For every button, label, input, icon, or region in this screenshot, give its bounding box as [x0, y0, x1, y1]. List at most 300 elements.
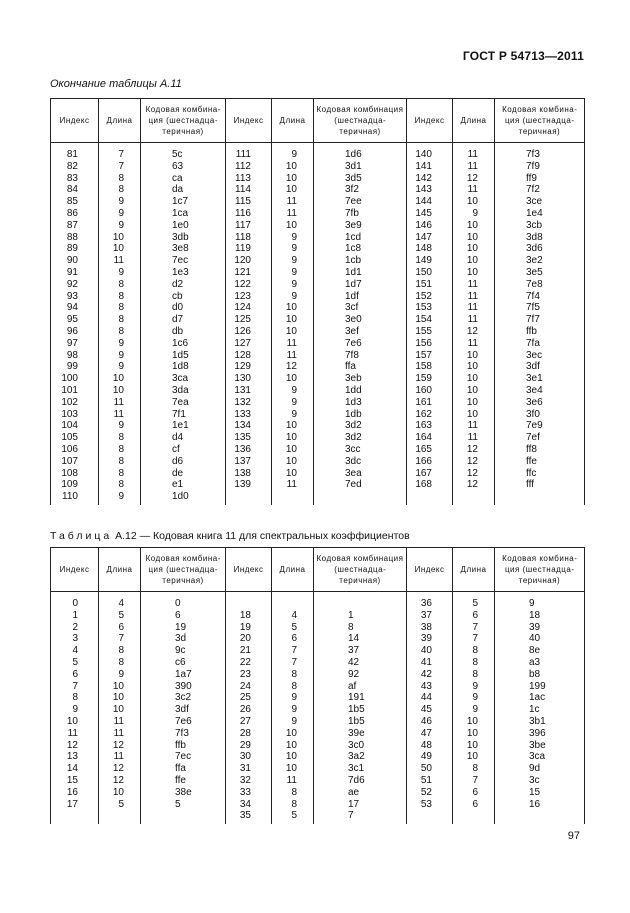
table-cell: 10 — [453, 397, 495, 409]
column-header: Длина — [99, 548, 141, 592]
table-cell: 6 — [141, 610, 226, 622]
table-cell: 390 — [141, 681, 226, 693]
table-cell: 10 — [272, 468, 314, 480]
table-cell: 34 — [226, 799, 272, 811]
table-cell: 10 — [99, 232, 141, 244]
table-cell: 158 — [407, 361, 453, 373]
table-cell: 93 — [51, 291, 99, 303]
table-cell: 4 — [99, 592, 141, 610]
table-cell: 3e4 — [495, 385, 585, 397]
table-cell: 1e1 — [141, 420, 226, 432]
table-cell: 145 — [407, 208, 453, 220]
table-cell: 3ea — [314, 468, 407, 480]
table-row — [51, 302, 585, 314]
table-cell: 23 — [226, 669, 272, 681]
table-cell: 8 — [99, 456, 141, 468]
table-row — [51, 479, 585, 491]
table-cell: 12 — [453, 173, 495, 185]
table-cell: 10 — [272, 751, 314, 763]
table-cell: 11 — [272, 338, 314, 350]
table-cell: cb — [141, 291, 226, 303]
table-cell: 163 — [407, 420, 453, 432]
table-cell — [495, 491, 585, 505]
table-cell: 85 — [51, 196, 99, 208]
table-cell — [314, 592, 407, 610]
table-cell: 13 — [51, 751, 99, 763]
table-cell — [453, 491, 495, 505]
table-cell: 3ce — [495, 196, 585, 208]
table-cell: 1df — [314, 291, 407, 303]
table-cell: 11 — [453, 302, 495, 314]
table-cell: 9 — [99, 350, 141, 362]
table-cell: 50 — [407, 763, 453, 775]
table-cell: 9 — [99, 338, 141, 350]
table-cell: e1 — [141, 479, 226, 491]
table-cell: 8 — [272, 681, 314, 693]
table-row — [51, 326, 585, 338]
table-row — [51, 314, 585, 326]
table-cell: ffb — [495, 326, 585, 338]
table-cell: 10 — [453, 385, 495, 397]
table-cell: 12 — [453, 479, 495, 491]
table-cell: 3e8 — [141, 243, 226, 255]
table-cell: 1d6 — [314, 143, 407, 161]
table-cell: 14 — [51, 763, 99, 775]
table-cell: 3e6 — [495, 397, 585, 409]
table-row — [51, 787, 585, 799]
table-row — [51, 184, 585, 196]
table-cell: 1d0 — [141, 491, 226, 505]
table-cell: 139 — [226, 479, 272, 491]
table-cell: 1b5 — [314, 716, 407, 728]
column-header: Индекс — [226, 99, 272, 143]
table-cell: 8e — [495, 645, 585, 657]
table-cell: 115 — [226, 196, 272, 208]
table-cell: 5 — [272, 622, 314, 634]
table-cell: 5 — [51, 657, 99, 669]
table-cell: 121 — [226, 267, 272, 279]
table-cell: 10 — [99, 704, 141, 716]
table-row — [51, 291, 585, 303]
table-cell: 1d1 — [314, 267, 407, 279]
table-cell: 19 — [226, 622, 272, 634]
table-cell: 95 — [51, 314, 99, 326]
table-cell: 10 — [272, 326, 314, 338]
table-row — [51, 143, 585, 161]
table-cell: ff9 — [495, 173, 585, 185]
table-cell: 126 — [226, 326, 272, 338]
table-cell: 9 — [272, 232, 314, 244]
table-a12-caption — [50, 530, 410, 542]
table-cell: 1e4 — [495, 208, 585, 220]
table-cell: 8 — [272, 787, 314, 799]
page-number: 97 — [567, 830, 580, 842]
table-cell: 94 — [51, 302, 99, 314]
table-cell: 8 — [99, 468, 141, 480]
table-cell: 25 — [226, 692, 272, 704]
table-cell: 8 — [453, 763, 495, 775]
table-row — [51, 397, 585, 409]
table-cell: 14 — [314, 633, 407, 645]
table-cell: 7 — [272, 645, 314, 657]
table-cell: 10 — [51, 716, 99, 728]
table-cell: 125 — [226, 314, 272, 326]
column-header: Индекс — [407, 99, 453, 143]
table-cell: 8 — [99, 326, 141, 338]
table-cell: 11 — [99, 255, 141, 267]
table-cell: 159 — [407, 373, 453, 385]
table-cell: 98 — [51, 350, 99, 362]
table-cell: 135 — [226, 432, 272, 444]
table-cell — [141, 810, 226, 824]
table-cell: 9 — [272, 243, 314, 255]
table-cell: 4 — [272, 610, 314, 622]
table-cell — [226, 592, 272, 610]
table-row — [51, 692, 585, 704]
table-cell: 9c — [141, 645, 226, 657]
table-cell: 3d1 — [314, 161, 407, 173]
table-cell: 7 — [314, 810, 407, 824]
table-cell: 141 — [407, 161, 453, 173]
caption-prefix: Таблица — [50, 530, 113, 542]
table-cell: 113 — [226, 173, 272, 185]
table-cell: 132 — [226, 397, 272, 409]
table-cell — [495, 810, 585, 824]
table-cell: 11 — [453, 279, 495, 291]
table-cell: 10 — [453, 196, 495, 208]
table-cell: 28 — [226, 728, 272, 740]
table-row — [51, 385, 585, 397]
table-cell: 7f5 — [495, 302, 585, 314]
table-cell: 6 — [99, 622, 141, 634]
table-cell: 127 — [226, 338, 272, 350]
table-cell: 108 — [51, 468, 99, 480]
table-header-row — [51, 548, 585, 592]
table-cell: 3df — [141, 704, 226, 716]
table-cell: 10 — [272, 302, 314, 314]
table-cell: 10 — [453, 751, 495, 763]
table-cell: 10 — [272, 432, 314, 444]
table-row — [51, 456, 585, 468]
table-cell: 9 — [272, 704, 314, 716]
table-cell: ffb — [141, 740, 226, 752]
table-cell: 9 — [272, 397, 314, 409]
table-cell: 1e3 — [141, 267, 226, 279]
table-cell: 83 — [51, 173, 99, 185]
table-cell: 9 — [99, 220, 141, 232]
table-cell: c6 — [141, 657, 226, 669]
table-cell: 3df — [495, 361, 585, 373]
table-cell: 6 — [272, 633, 314, 645]
table-cell: 9d — [495, 763, 585, 775]
table-cell: de — [141, 468, 226, 480]
table-row — [51, 196, 585, 208]
table-cell: 47 — [407, 728, 453, 740]
table-cell: 8 — [99, 444, 141, 456]
table-cell: 157 — [407, 350, 453, 362]
table-cell: 7e9 — [495, 420, 585, 432]
table-cell: 29 — [226, 740, 272, 752]
table-cell: 2 — [51, 622, 99, 634]
table-cell: 9 — [272, 692, 314, 704]
table-cell: 3c2 — [141, 692, 226, 704]
table-cell: 10 — [453, 350, 495, 362]
table-cell: 3d8 — [495, 232, 585, 244]
table-cell: 148 — [407, 243, 453, 255]
table-cell: 155 — [407, 326, 453, 338]
table-row — [51, 775, 585, 787]
table-cell: 27 — [226, 716, 272, 728]
table-cell: 140 — [407, 143, 453, 161]
table-cell: 7 — [453, 622, 495, 634]
column-header: Кодовая комбинация (шестнадцатеричная) — [495, 99, 585, 143]
table-row — [51, 350, 585, 362]
table-row — [51, 373, 585, 385]
table-cell: 9 — [272, 143, 314, 161]
table-cell: 7ea — [141, 397, 226, 409]
table-cell: 11 — [99, 716, 141, 728]
table-cell: 10 — [272, 728, 314, 740]
table-cell: 10 — [272, 444, 314, 456]
table-cell: 9 — [272, 385, 314, 397]
table-cell: 119 — [226, 243, 272, 255]
table-cell: 8 — [272, 669, 314, 681]
table-cell: 109 — [51, 479, 99, 491]
table-cell: 5 — [272, 810, 314, 824]
table-cell: 82 — [51, 161, 99, 173]
table-cell: 3da — [141, 385, 226, 397]
table-cell: 12 — [453, 444, 495, 456]
table-cell: 52 — [407, 787, 453, 799]
table-row — [51, 657, 585, 669]
table-cell: 122 — [226, 279, 272, 291]
table-row — [51, 267, 585, 279]
table-cell — [99, 810, 141, 824]
table-cell: 9 — [99, 196, 141, 208]
table-cell: 42 — [314, 657, 407, 669]
table-cell: 3e2 — [495, 255, 585, 267]
table-cell: 11 — [453, 184, 495, 196]
table-cell: 8 — [99, 645, 141, 657]
table-cell: 97 — [51, 338, 99, 350]
table-cell: 7 — [99, 161, 141, 173]
table-cell: 12 — [453, 326, 495, 338]
table-cell: 3f0 — [495, 409, 585, 421]
table-cell: 38e — [141, 787, 226, 799]
table-cell: 10 — [453, 740, 495, 752]
table-cell: 10 — [272, 314, 314, 326]
table-cell: 7 — [453, 633, 495, 645]
table-cell: 12 — [272, 361, 314, 373]
table-cell: 88 — [51, 232, 99, 244]
table-cell: 10 — [272, 420, 314, 432]
table-cell: 114 — [226, 184, 272, 196]
table-cell: ae — [314, 787, 407, 799]
table-cell: 3 — [51, 633, 99, 645]
table-cell: 11 — [272, 196, 314, 208]
table-cell: 9 — [99, 491, 141, 505]
table-cell: 17 — [51, 799, 99, 811]
table-cell: 9 — [99, 208, 141, 220]
table-cell: 9 — [453, 704, 495, 716]
table-cell: 10 — [453, 728, 495, 740]
table-cell: 10 — [99, 681, 141, 693]
table-row — [51, 444, 585, 456]
table-row — [51, 592, 585, 610]
table-row — [51, 610, 585, 622]
table-cell: d7 — [141, 314, 226, 326]
table-row — [51, 220, 585, 232]
table-cell: d6 — [141, 456, 226, 468]
table-cell: 3d — [141, 633, 226, 645]
table-row — [51, 763, 585, 775]
table-cell: 10 — [272, 763, 314, 775]
table-cell — [272, 592, 314, 610]
table-cell: 3ef — [314, 326, 407, 338]
column-header: Длина — [272, 99, 314, 143]
table-cell: 36 — [407, 592, 453, 610]
table-cell: 42 — [407, 669, 453, 681]
table-cell — [407, 491, 453, 505]
table-row — [51, 420, 585, 432]
table-cell: 146 — [407, 220, 453, 232]
table-header-row — [51, 99, 585, 143]
table-cell: 6 — [453, 787, 495, 799]
table-cell: 38 — [407, 622, 453, 634]
table-cell: 48 — [407, 740, 453, 752]
table-cell: 1cd — [314, 232, 407, 244]
table-cell: db — [141, 326, 226, 338]
table-cell: 9 — [272, 409, 314, 421]
table-cell: 117 — [226, 220, 272, 232]
table-cell: 32 — [226, 775, 272, 787]
table-cell: 19 — [141, 622, 226, 634]
table-cell: 46 — [407, 716, 453, 728]
table-cell: 156 — [407, 338, 453, 350]
table-cell: 41 — [407, 657, 453, 669]
table-cell: 12 — [99, 775, 141, 787]
table-cell: 3ec — [495, 350, 585, 362]
table-row — [51, 740, 585, 752]
table-cell: 0 — [141, 592, 226, 610]
table-a11 — [50, 98, 585, 505]
document-code: ГОСТ Р 54713—2011 — [462, 49, 584, 63]
column-header: Кодовая комбинация (шестнадцатеричная) — [314, 548, 407, 592]
table-cell: 101 — [51, 385, 99, 397]
table-cell: 100 — [51, 373, 99, 385]
table-cell: 9 — [272, 279, 314, 291]
table-cell: b8 — [495, 669, 585, 681]
table-cell: 7ec — [141, 751, 226, 763]
column-header: Кодовая комбинация (шестнадцатеричная) — [314, 99, 407, 143]
table-cell: 7 — [453, 775, 495, 787]
table-cell: 99 — [51, 361, 99, 373]
table-cell: a3 — [495, 657, 585, 669]
table-cell: 9 — [272, 291, 314, 303]
table-cell: 7ef — [495, 432, 585, 444]
table-cell: 3b1 — [495, 716, 585, 728]
table-cell: 7ed — [314, 479, 407, 491]
table-cell: 7e6 — [141, 716, 226, 728]
table-cell — [407, 810, 453, 824]
table-cell: 1a7 — [141, 669, 226, 681]
table-cell: 104 — [51, 420, 99, 432]
table-cell: 116 — [226, 208, 272, 220]
table-cell: 151 — [407, 279, 453, 291]
table-cell: 11 — [453, 291, 495, 303]
column-header: Длина — [453, 548, 495, 592]
table-cell: 16 — [495, 799, 585, 811]
table-cell: 103 — [51, 409, 99, 421]
table-cell — [272, 491, 314, 505]
table-cell: 8 — [99, 173, 141, 185]
table-cell: 5c — [141, 143, 226, 161]
table-cell: 10 — [272, 456, 314, 468]
table-cell: 105 — [51, 432, 99, 444]
table-cell: 18 — [226, 610, 272, 622]
table-cell: 138 — [226, 468, 272, 480]
table-cell: 40 — [495, 633, 585, 645]
table-row — [51, 622, 585, 634]
table-cell: 7f8 — [314, 350, 407, 362]
table-cell: 1b5 — [314, 704, 407, 716]
column-header: Индекс — [226, 548, 272, 592]
table-cell: 9 — [453, 692, 495, 704]
table-cell: 12 — [453, 456, 495, 468]
table-cell: 1d8 — [141, 361, 226, 373]
table-cell: 10 — [272, 184, 314, 196]
table-cell: 10 — [272, 740, 314, 752]
table-cell: 107 — [51, 456, 99, 468]
table-cell: 11 — [99, 728, 141, 740]
table-cell: 9 — [453, 681, 495, 693]
table-cell: 1ca — [141, 208, 226, 220]
table-cell: 10 — [272, 161, 314, 173]
table-cell: 8 — [453, 669, 495, 681]
table-cell: 396 — [495, 728, 585, 740]
table-cell: 7f4 — [495, 291, 585, 303]
table-cell: 11 — [453, 143, 495, 161]
table-cell: 7d6 — [314, 775, 407, 787]
table-cell: 8 — [453, 645, 495, 657]
table-cell: 1cb — [314, 255, 407, 267]
table-cell: 8 — [99, 302, 141, 314]
table-cell: 1dd — [314, 385, 407, 397]
table-cell: 7f7 — [495, 314, 585, 326]
table-cell: 5 — [141, 799, 226, 811]
table-cell: 84 — [51, 184, 99, 196]
table-cell: 5 — [99, 610, 141, 622]
table-cell: 124 — [226, 302, 272, 314]
table-cell: 45 — [407, 704, 453, 716]
table-cell: 9 — [272, 267, 314, 279]
table-cell: 166 — [407, 456, 453, 468]
table-cell: 120 — [226, 255, 272, 267]
table-cell: 81 — [51, 143, 99, 161]
table-cell: 11 — [453, 432, 495, 444]
table-cell: 7fb — [314, 208, 407, 220]
table-cell: 131 — [226, 385, 272, 397]
table-row — [51, 208, 585, 220]
table-cell — [51, 810, 99, 824]
table-cell: 133 — [226, 409, 272, 421]
table-row — [51, 161, 585, 173]
table-cell: 9 — [51, 704, 99, 716]
table-cell: 92 — [51, 279, 99, 291]
table-cell: 30 — [226, 751, 272, 763]
table-cell: ffe — [141, 775, 226, 787]
table-cell: 18 — [495, 610, 585, 622]
